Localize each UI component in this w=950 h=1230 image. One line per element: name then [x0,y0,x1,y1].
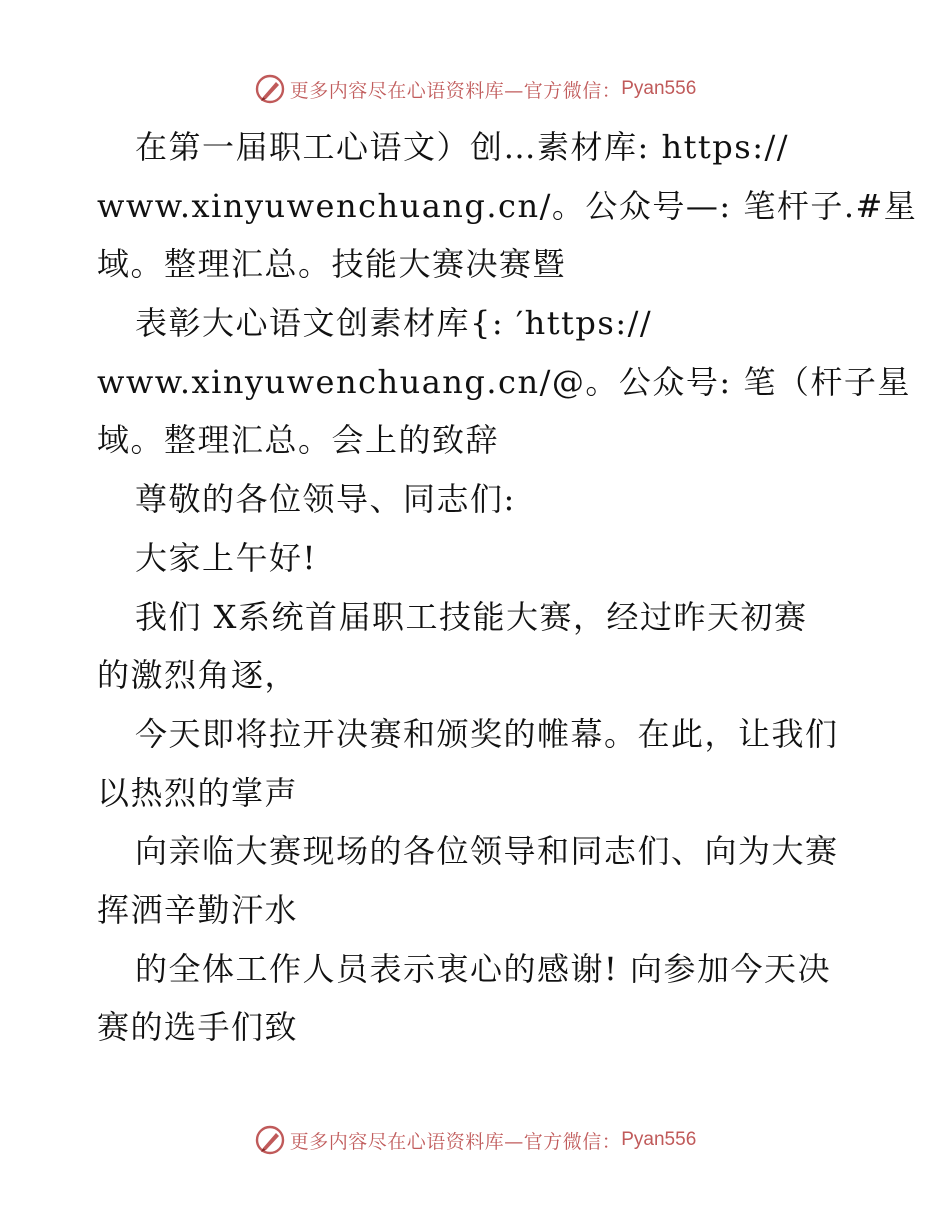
pen-logo-icon [254,73,286,105]
text-line: 表彰大心语文创素材库{: ′https:// [135,304,653,343]
text-line: 我们 X系统首届职工技能大赛，经过昨天初赛 [135,597,808,636]
text-line: 以热烈的掌声 [97,773,299,812]
text-line: 向亲临大赛现场的各位领导和同志们、向为大赛 [135,832,839,871]
document-body [97,118,918,1057]
greeting-line: 尊敬的各位领导、同志们: [135,480,516,519]
text-line: 的全体工作人员表示衷心的感谢! 向参加今天决 [135,949,832,988]
banner-wechat-id: Pyan556 [621,78,697,99]
banner-text: 更多内容尽在心语资料库—官方微信： [289,79,622,102]
text-line: 赛的选手们致 [97,1008,299,1047]
banner-text: 更多内容尽在心语资料库—官方微信： [289,1130,622,1153]
text-line: www.xinyuwenchuang.cn/。公众号—: 笔杆子.#星 [97,186,918,225]
greeting-line: 大家上午好! [135,538,317,577]
text-line: 今天即将拉开决赛和颁奖的帷幕。在此，让我们 [135,714,839,753]
text-line: 域。整理汇总。会上的致辞 [97,421,500,460]
text-line: 在第一届职工心语文）创…素材库: https:// [135,128,790,166]
text-line: www.xinyuwenchuang.cn/@。公众号: 笔（杆子星 [97,362,911,401]
header-banner [0,72,950,106]
pen-logo-icon [254,1124,286,1156]
text-line: 域。整理汇总。技能大赛决赛暨 [97,245,567,284]
text-line: 的激烈角逐， [97,656,299,695]
banner-wechat-id: Pyan556 [621,1129,697,1150]
text-line: 挥洒辛勤汗水 [97,890,299,929]
footer-banner [0,1123,950,1157]
